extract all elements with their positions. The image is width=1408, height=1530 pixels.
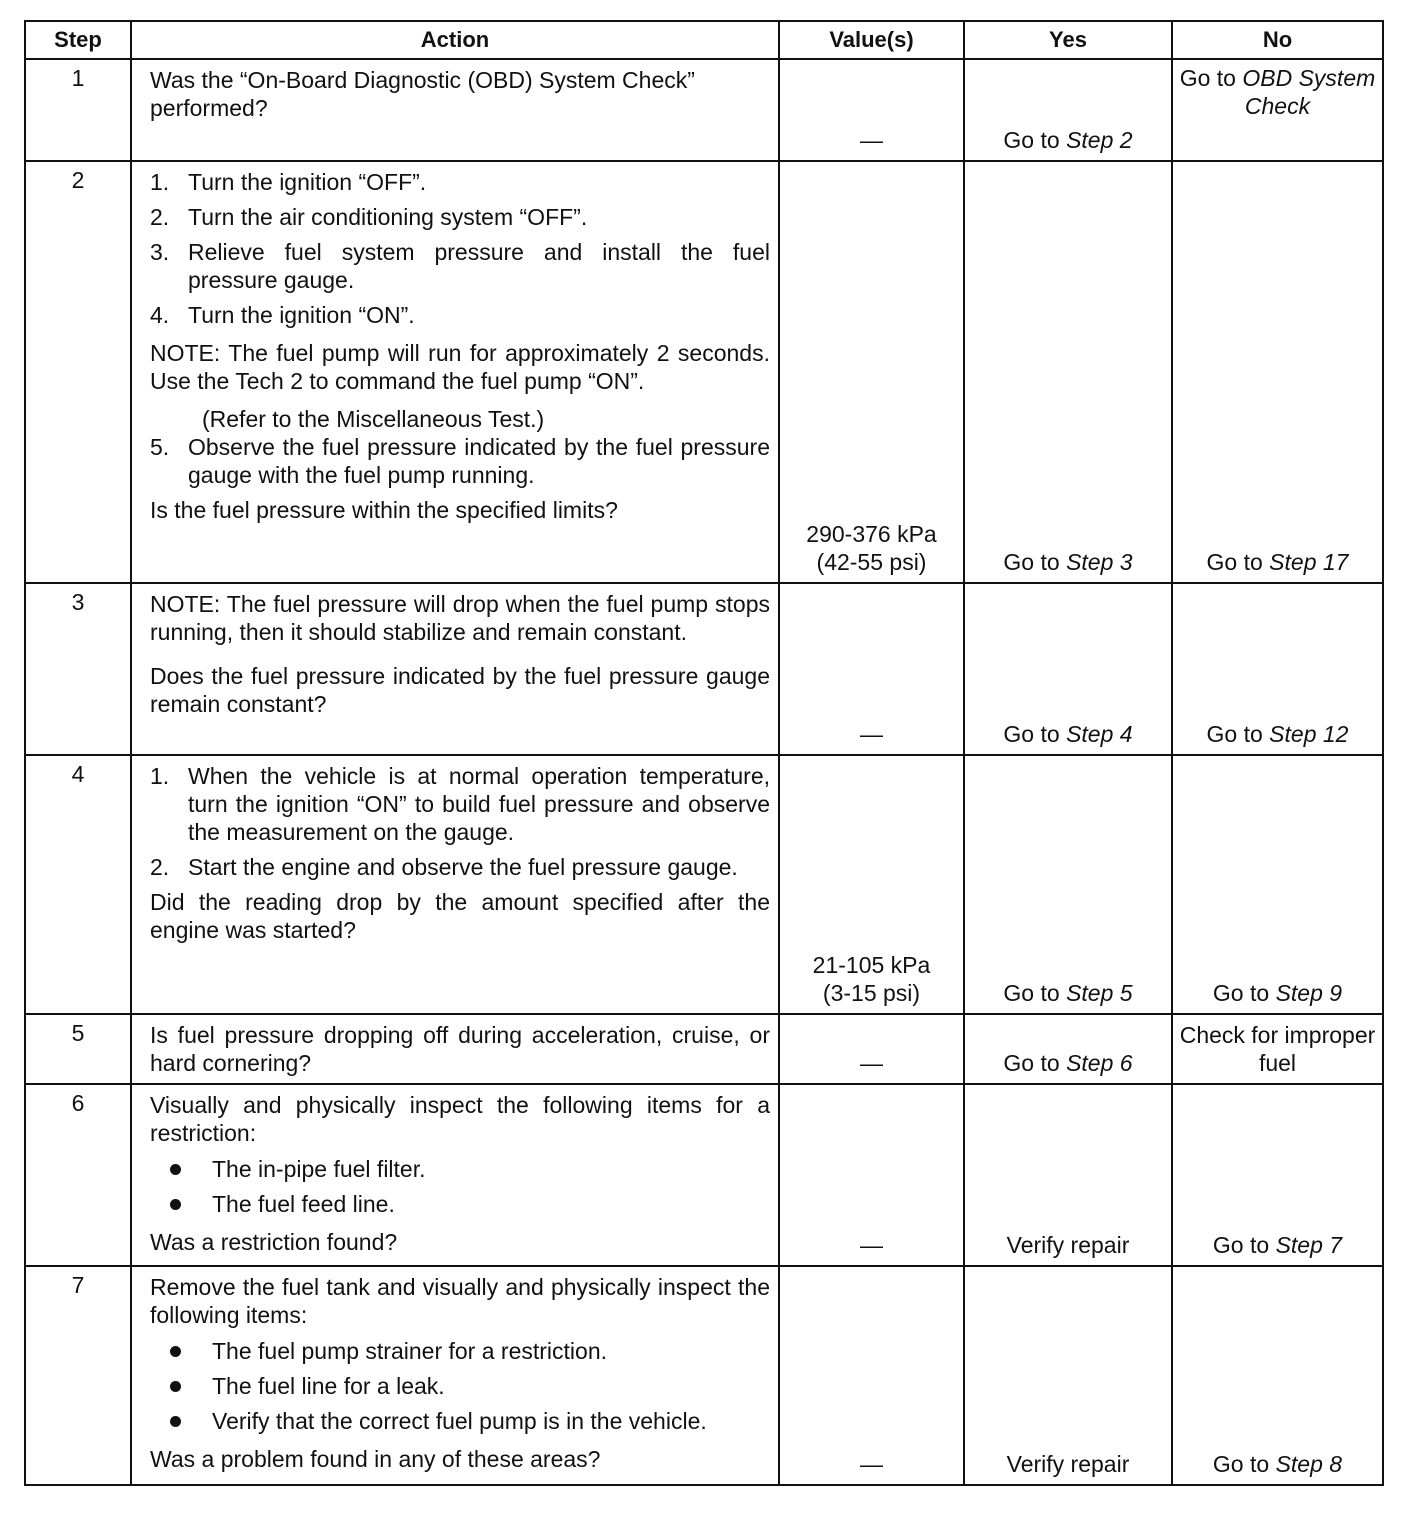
no-cell (1172, 583, 1383, 755)
value-cell: — (779, 1084, 964, 1266)
list-item (150, 762, 770, 846)
action-cell (131, 755, 779, 1014)
value-cell: — (779, 1014, 964, 1084)
intro-text: Visually and physically inspect the following items for a restriction: (150, 1092, 770, 1146)
yes-cell: Verify repair (964, 1266, 1172, 1485)
value-cell (779, 161, 964, 583)
no-target-link[interactable]: Step 17 (1269, 549, 1349, 575)
bullet-icon (170, 1416, 181, 1427)
no-cell (1172, 161, 1383, 583)
question-text: Is fuel pressure dropping off during acceleration, cruise, or hard cornering? (150, 1022, 770, 1076)
item-text: Turn the ignition “ON”. (188, 302, 415, 328)
no-target-link[interactable]: Step 7 (1275, 1232, 1343, 1258)
no-target-link[interactable]: Step 9 (1275, 980, 1343, 1006)
header-step: Step (25, 21, 131, 59)
item-number: 2. (150, 854, 170, 880)
bullet-list (150, 1337, 770, 1435)
step-number: 7 (25, 1266, 131, 1485)
list-item (150, 238, 770, 294)
yes-target-link[interactable]: Step 6 (1066, 1050, 1133, 1076)
note-text: NOTE: The fuel pump will run for approximately 2 seconds. Use the Tech 2 to command the fuel pump “ON”. (150, 340, 770, 394)
item-text: Observe the fuel pressure indicated by the fuel pressure gauge with the fuel pump running. (188, 434, 770, 488)
bullet-icon (170, 1199, 181, 1210)
item-text: Turn the air conditioning system “OFF”. (188, 204, 588, 230)
item-number: 1. (150, 763, 170, 789)
item-text: The fuel feed line. (212, 1191, 395, 1217)
item-text: The fuel line for a leak. (212, 1373, 445, 1399)
header-values: Value(s) (779, 21, 964, 59)
bullet-icon (170, 1164, 181, 1175)
list-item (150, 301, 770, 329)
header-row (25, 21, 1383, 59)
no-cell (1172, 59, 1383, 161)
action-cell (131, 1084, 779, 1266)
item-text: Verify that the correct fuel pump is in the vehicle. (212, 1408, 707, 1434)
table-row (25, 1266, 1383, 1485)
header-action: Action (131, 21, 779, 59)
no-cell (1172, 755, 1383, 1014)
action-cell (131, 161, 779, 583)
question-text: Was the “On-Board Diagnostic (OBD) System Check” performed? (150, 67, 695, 121)
value-cell: — (779, 583, 964, 755)
list-item (150, 433, 770, 489)
value-cell (779, 755, 964, 1014)
list-item (150, 1337, 770, 1365)
action-cell (131, 1266, 779, 1485)
item-number: 4. (150, 302, 170, 328)
yes-target-link[interactable]: Step 5 (1066, 980, 1133, 1006)
no-prefix: Go to (1206, 549, 1270, 575)
list-item (150, 1407, 770, 1435)
action-cell (131, 583, 779, 755)
no-prefix: Go to (1212, 1232, 1276, 1258)
yes-cell: Verify repair (964, 1084, 1172, 1266)
value-line: (42-55 psi) (816, 549, 927, 575)
item-text: Relieve fuel system pressure and install the fuel pressure gauge. (188, 239, 770, 293)
yes-cell (964, 583, 1172, 755)
value-line: (3-15 psi) (822, 980, 921, 1006)
list-item (150, 853, 770, 881)
list-item (150, 1372, 770, 1400)
intro-text: Remove the fuel tank and visually and physically inspect the following items: (150, 1274, 770, 1328)
no-prefix: Go to (1212, 980, 1276, 1006)
header-yes: Yes (964, 21, 1172, 59)
yes-cell (964, 755, 1172, 1014)
item-number: 1. (150, 169, 170, 195)
value-cell: — (779, 59, 964, 161)
list-item (150, 168, 770, 196)
item-text: Start the engine and observe the fuel pressure gauge. (188, 854, 738, 880)
yes-target-link[interactable]: Step 2 (1066, 127, 1133, 153)
item-text: Turn the ignition “OFF”. (188, 169, 427, 195)
no-cell: Check for improper fuel (1172, 1014, 1383, 1084)
yes-cell (964, 1014, 1172, 1084)
procedure-list (150, 762, 770, 881)
list-item (150, 1155, 770, 1183)
table-row (25, 755, 1383, 1014)
item-number: 5. (150, 434, 170, 460)
step-number: 2 (25, 161, 131, 583)
action-cell (131, 59, 779, 161)
item-number: 3. (150, 239, 170, 265)
list-item (150, 203, 770, 231)
table-row (25, 59, 1383, 161)
procedure-list (150, 433, 770, 489)
value-line: 21-105 kPa (812, 952, 931, 978)
value-cell: — (779, 1266, 964, 1485)
header-no: No (1172, 21, 1383, 59)
no-cell (1172, 1084, 1383, 1266)
yes-target-link[interactable]: Step 3 (1066, 549, 1133, 575)
yes-target-link[interactable]: Step 4 (1066, 721, 1133, 747)
yes-cell (964, 59, 1172, 161)
value-line: 290-376 kPa (806, 521, 937, 547)
no-prefix: Go to (1179, 65, 1243, 91)
step-number: 3 (25, 583, 131, 755)
no-prefix: Go to (1212, 1451, 1276, 1477)
step-number: 4 (25, 755, 131, 1014)
step-number: 1 (25, 59, 131, 161)
diagnostic-table (24, 20, 1384, 1486)
no-target-link[interactable]: Step 8 (1275, 1451, 1343, 1477)
yes-prefix: Go to (1003, 549, 1067, 575)
bullet-icon (170, 1346, 181, 1357)
table-row (25, 583, 1383, 755)
yes-cell (964, 161, 1172, 583)
item-text: The in-pipe fuel filter. (212, 1156, 426, 1182)
procedure-list (150, 168, 770, 329)
step-number: 6 (25, 1084, 131, 1266)
no-target-link[interactable]: OBD System Check (1242, 65, 1376, 119)
bullet-list (150, 1155, 770, 1218)
yes-prefix: Go to (1003, 1050, 1067, 1076)
no-prefix: Go to (1206, 721, 1270, 747)
question-text: Does the fuel pressure indicated by the fuel pressure gauge remain constant? (150, 663, 770, 717)
yes-prefix: Go to (1003, 980, 1067, 1006)
bullet-icon (170, 1381, 181, 1392)
yes-prefix: Go to (1003, 127, 1067, 153)
table-row (25, 1014, 1383, 1084)
question-text: Did the reading drop by the amount specified after the engine was started? (150, 889, 770, 943)
table-row (25, 1084, 1383, 1266)
action-cell (131, 1014, 779, 1084)
question-text: Was a problem found in any of these areas? (150, 1446, 601, 1472)
step-number: 5 (25, 1014, 131, 1084)
yes-prefix: Go to (1003, 721, 1067, 747)
note-text: NOTE: The fuel pressure will drop when the fuel pump stops running, then it should stabilize and remain constant. (150, 591, 770, 645)
item-text: The fuel pump strainer for a restriction. (212, 1338, 607, 1364)
no-cell (1172, 1266, 1383, 1485)
table-row (25, 161, 1383, 583)
list-item (150, 1190, 770, 1218)
item-number: 2. (150, 204, 170, 230)
item-text: When the vehicle is at normal operation temperature, turn the ignition “ON” to build fuel pressure and observe the measurement on the gauge. (188, 763, 770, 845)
question-text: Was a restriction found? (150, 1229, 398, 1255)
refer-text: (Refer to the Miscellaneous Test.) (202, 406, 545, 432)
no-target-link[interactable]: Step 12 (1269, 721, 1349, 747)
question-text: Is the fuel pressure within the specified limits? (150, 497, 618, 523)
